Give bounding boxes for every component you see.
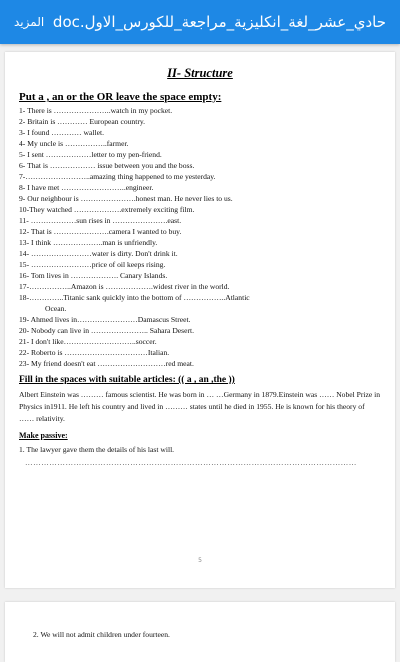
exercise-item: 2- Britain is ………… European country.	[19, 117, 146, 126]
exercise-item: Ocean.	[45, 304, 67, 313]
exercise-item: 15- ……………………price of oil keeps rising.	[19, 260, 166, 269]
exercise-item: 9- Our neighbour is ………………….honest man. He never lies to us.	[19, 194, 233, 203]
exercise-item: 17-……………..Amazon is ……………….widest river in the world.	[19, 282, 230, 291]
exercise1-heading: Put a , an or the OR leave the space empty:	[19, 91, 222, 103]
exercise-item: 1- There is …………………..watch in my pocket.	[19, 106, 173, 115]
exercise-item: 23- My friend doesn't eat ………………………red meat.	[19, 359, 194, 368]
document-title: حادي_عشر_لغة_انكليزية_مراجعة_للكورس_الاول.doc	[52, 13, 386, 31]
exercise2-heading: Fill in the spaces with suitable articles: (( a , an ,the ))	[19, 375, 235, 385]
exercise-item: 18-…………..Titanic sank quickly into the bottom of ……………..Atlantic	[19, 293, 250, 302]
exercise1-list	[19, 105, 381, 369]
more-button[interactable]: المزيد	[14, 15, 45, 29]
exercise3-heading: Make passive:	[19, 431, 68, 440]
exercise-item: 10-They watched ……………….extremely exciting film.	[19, 205, 195, 214]
exercise3-sentence: 1. The lawyer gave them the details of his last will.	[19, 445, 175, 454]
exercise-item: 19- Ahmed lives in……………………Damascus Street.	[19, 315, 191, 324]
document-page	[5, 52, 395, 588]
exercise-item: 6- That is ……………… issue between you and the boss.	[19, 161, 195, 170]
page-number: 5	[198, 557, 202, 564]
exercise-item: 7-……………………..amazing thing happened to me yesterday.	[19, 172, 216, 181]
exercise-item: 3- I found ………… wallet.	[19, 128, 104, 137]
exercise-item: 14- ……………………water is dirty. Don't drink it.	[19, 249, 178, 258]
answer-line: ……………………………………………………………………………………………………………	[25, 458, 357, 467]
exercise-item: 8- I have met ……………………..engineer.	[19, 183, 154, 192]
exercise-item: 16- Tom lives in ………………. Canary Islands.	[19, 271, 168, 280]
section-title: II- Structure	[167, 66, 233, 80]
page2-sentence: 2. We will not admit children under fourteen.	[33, 630, 170, 639]
exercise-item: 5- I sent ………………letter to my pen-friend.	[19, 150, 162, 159]
exercise-item: 21- I don't like………………………..soccer.	[19, 337, 157, 346]
exercise2-paragraph: Albert Einstein was ……… famous scientist. He was born in … …Germany in 1879.Einstein was …… Nobel Prize in Physics in1911. He left his country and lived in ……… states until he died in 1955. He is known for his theory of …… relativity.	[19, 390, 381, 423]
exercise-item: 11- ………………sun rises in ………………….east.	[19, 216, 182, 225]
exercise-item: 22- Roberto is ……………………………Italian.	[19, 348, 170, 357]
exercise-item: 4- My uncle is ……………..farmer.	[19, 139, 129, 148]
exercise-item: 12- That is ………………….camera I wanted to buy.	[19, 227, 182, 236]
exercise-item: 20- Nobody can live in ………………….. Sahara Desert.	[19, 326, 195, 335]
app-bar	[0, 0, 400, 44]
next-document-page	[5, 602, 395, 662]
exercise-item: 13- I think ………………..man is unfriendly.	[19, 238, 158, 247]
